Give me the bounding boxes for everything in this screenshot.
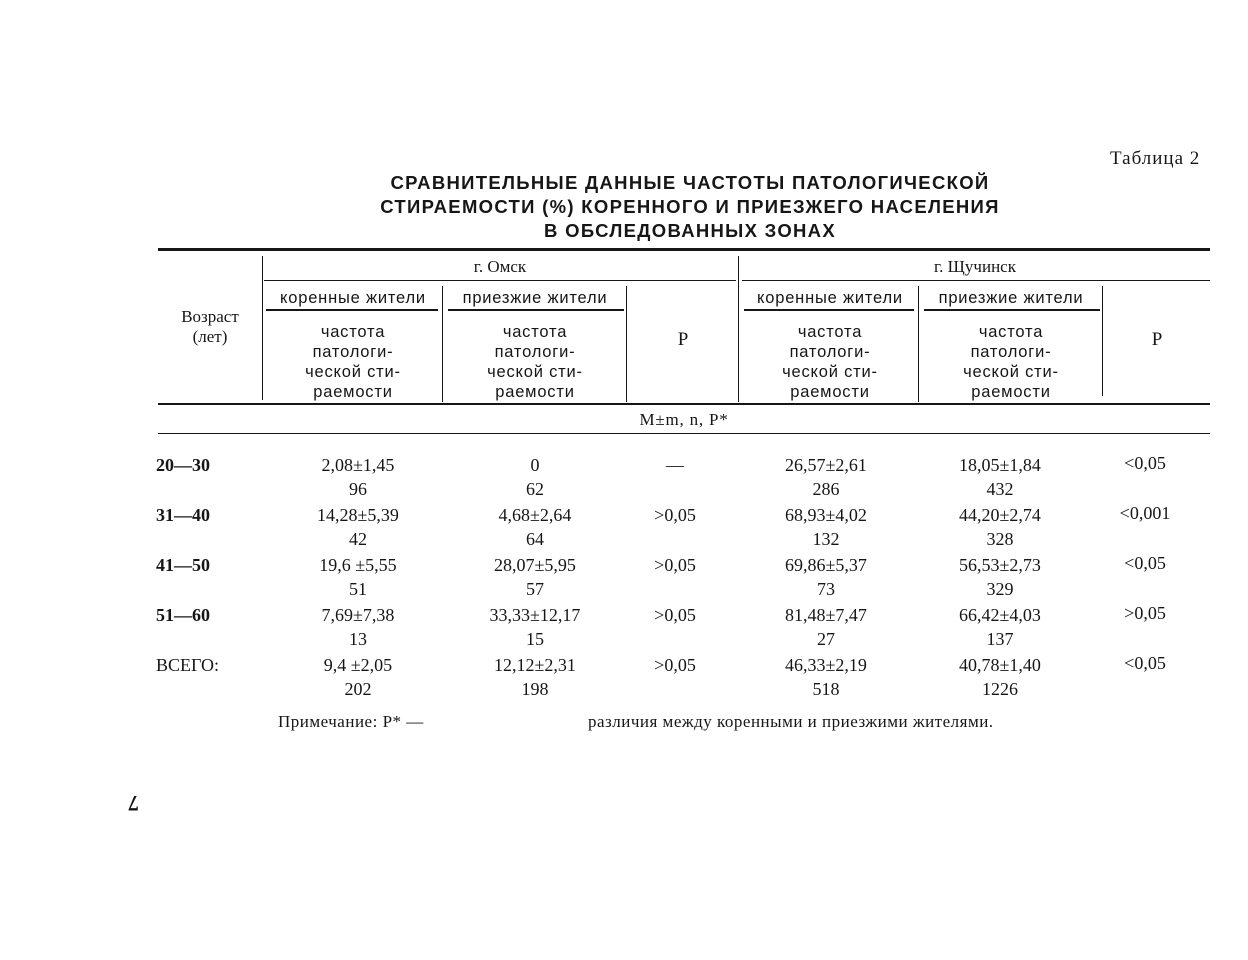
table-label: Таблица 2 [1110, 148, 1201, 169]
sch-new-value: 66,42±4,03 [959, 605, 1041, 625]
table-title-line-2: СТИРАЕМОСТИ (%) КОРЕННОГО И ПРИЕЗЖЕГО НАСЕЛЕНИЯ [380, 196, 1000, 217]
shch-native-freq [742, 322, 918, 402]
sch-new-n: 1226 [982, 679, 1018, 699]
age-header-line-1: Возраст [181, 307, 239, 326]
shch-newcomers-rule [924, 309, 1100, 311]
city-header-omsk: г. Омск [473, 257, 527, 276]
sch-new-n: 329 [986, 579, 1014, 599]
table-title-line-3: В ОБСЛЕДОВАННЫХ ЗОНАХ [544, 220, 836, 241]
note-prefix: Примечание: Р* — [278, 712, 424, 731]
omsk-native-value: 9,4 ±2,05 [323, 655, 393, 675]
sch-new-n: 432 [986, 479, 1014, 499]
sch-native-value: 81,48±7,47 [785, 605, 867, 625]
omsk-native-n: 42 [349, 529, 367, 549]
omsk-native-n: 202 [344, 679, 372, 699]
omsk-p-value: >0,05 [654, 655, 696, 675]
sch-native-n: 27 [817, 629, 835, 649]
age-cell: 31—40 [156, 505, 210, 525]
omsk-native-value: 7,69±7,38 [321, 605, 395, 625]
sch-p-value: <0,05 [1124, 453, 1166, 473]
age-cell: ВСЕГО: [156, 655, 219, 675]
page-mark: 7 [128, 791, 139, 816]
col-divider [626, 286, 627, 402]
omsk-new-n: 62 [526, 479, 544, 499]
shch-newcomers-freq [920, 322, 1102, 402]
sch-p-value: <0,05 [1124, 553, 1166, 573]
freq-line: ческой сти- [782, 363, 878, 381]
omsk-native-value: 19,6 ±5,55 [319, 555, 397, 575]
omsk-new-value: 0 [530, 455, 540, 475]
col-divider [738, 256, 739, 402]
shch-native-rule [744, 309, 914, 311]
sch-p-value: <0,001 [1119, 503, 1171, 523]
omsk-p-value: >0,05 [654, 605, 696, 625]
freq-line: раемости [790, 383, 870, 401]
freq-line: ческой сти- [305, 363, 401, 381]
sch-new-value: 18,05±1,84 [959, 455, 1041, 475]
freq-line: раемости [971, 383, 1051, 401]
age-header [158, 307, 262, 347]
omsk-native-rule [266, 309, 438, 311]
omsk-new-value: 33,33±12,17 [489, 605, 581, 625]
omsk-native-header: коренные жители [280, 289, 426, 307]
freq-line: частота [320, 323, 386, 341]
sch-native-value: 68,93±4,02 [785, 505, 867, 525]
sch-new-n: 328 [986, 529, 1014, 549]
omsk-p-value: — [666, 455, 684, 475]
omsk-native-freq [264, 322, 442, 402]
sch-native-n: 73 [817, 579, 835, 599]
sch-p-value: <0,05 [1124, 653, 1166, 673]
sch-native-value: 26,57±2,61 [785, 455, 867, 475]
age-header-line-2: (лет) [192, 327, 228, 346]
omsk-p-header: Р [677, 329, 689, 350]
sch-new-value: 56,53±2,73 [959, 555, 1041, 575]
sch-native-n: 132 [812, 529, 840, 549]
shch-p-header: Р [1151, 329, 1163, 350]
freq-line: раемости [495, 383, 575, 401]
sch-new-n: 137 [986, 629, 1014, 649]
col-divider [262, 256, 263, 400]
city-header-shchuchinsk: г. Щучинск [934, 257, 1016, 276]
sch-new-value: 40,78±1,40 [959, 655, 1041, 675]
omsk-new-value: 28,07±5,95 [494, 555, 576, 575]
freq-line: частота [978, 323, 1044, 341]
omsk-new-value: 4,68±2,64 [498, 505, 572, 525]
omsk-p-value: >0,05 [654, 505, 696, 525]
omsk-new-n: 57 [526, 579, 544, 599]
omsk-native-n: 13 [349, 629, 367, 649]
omsk-native-n: 96 [349, 479, 367, 499]
freq-line: ческой сти- [963, 363, 1059, 381]
omsk-native-value: 14,28±5,39 [317, 505, 399, 525]
omsk-native-value: 2,08±1,45 [321, 455, 395, 475]
omsk-newcomers-rule [448, 309, 624, 311]
freq-line: частота [502, 323, 568, 341]
freq-line: ческой сти- [487, 363, 583, 381]
col-divider [918, 286, 919, 402]
freq-line: частота [797, 323, 863, 341]
sch-native-n: 518 [812, 679, 840, 699]
shch-native-header: коренные жители [757, 289, 903, 307]
omsk-newcomers-header: приезжие жители [462, 289, 608, 307]
sch-new-value: 44,20±2,74 [959, 505, 1041, 525]
freq-line: раемости [313, 383, 393, 401]
omsk-newcomers-freq [444, 322, 626, 402]
omsk-rule [264, 280, 736, 281]
sch-native-n: 286 [812, 479, 840, 499]
header-bottom-rule [158, 403, 1210, 405]
shch-newcomers-header: приезжие жители [938, 289, 1084, 307]
age-cell: 51—60 [156, 605, 210, 625]
sch-native-value: 46,33±2,19 [785, 655, 867, 675]
subheader-rule [158, 433, 1210, 434]
col-divider [1102, 286, 1103, 396]
sch-p-value: >0,05 [1124, 603, 1166, 623]
freq-line: патологи- [494, 343, 576, 361]
freq-line: патологи- [789, 343, 871, 361]
table-title-line-1: СРАВНИТЕЛЬНЫЕ ДАННЫЕ ЧАСТОТЫ ПАТОЛОГИЧЕСКОЙ [390, 172, 990, 193]
note-text: различия между коренными и приезжими жителями. [588, 712, 994, 731]
subheader-stats: M±m, n, Р* [639, 410, 729, 429]
col-divider [442, 286, 443, 402]
age-cell: 41—50 [156, 555, 210, 575]
omsk-new-n: 15 [526, 629, 544, 649]
omsk-new-n: 64 [526, 529, 544, 549]
omsk-new-n: 198 [521, 679, 549, 699]
freq-line: патологи- [312, 343, 394, 361]
shchuchinsk-rule [742, 280, 1210, 281]
table-top-rule [158, 248, 1210, 251]
omsk-native-n: 51 [349, 579, 367, 599]
age-cell: 20—30 [156, 455, 210, 475]
freq-line: патологи- [970, 343, 1052, 361]
omsk-p-value: >0,05 [654, 555, 696, 575]
omsk-new-value: 12,12±2,31 [494, 655, 576, 675]
sch-native-value: 69,86±5,37 [785, 555, 867, 575]
